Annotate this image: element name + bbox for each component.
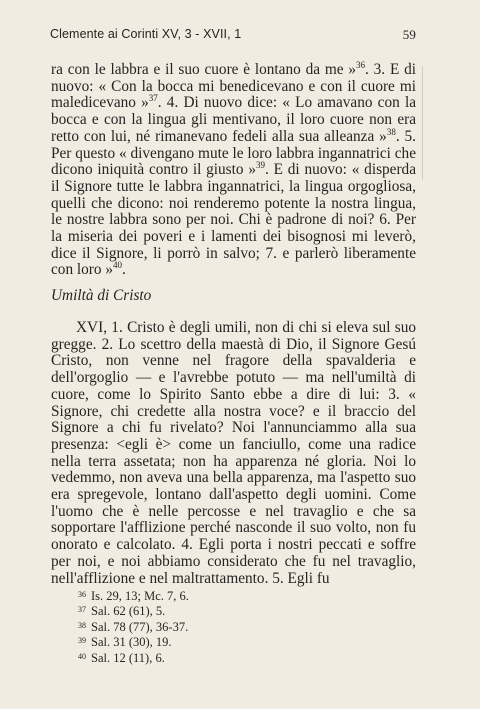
footnote-text: Sal. 12 (11), 6. <box>91 650 165 665</box>
text-segment: . <box>122 261 126 279</box>
text-segment: . 5. Per questo « divengano mute le loro labbra ingannatrici che dicono iniquità contro il giusto » <box>51 127 417 179</box>
footnote-text: Sal. 31 (30), 19. <box>91 635 172 650</box>
footnote-text: Sal. 62 (61), 5. <box>91 604 166 619</box>
footnote-number: 39 <box>78 636 86 646</box>
footnote-number: 38 <box>78 620 86 630</box>
paragraph-chapter-xvi: XVI, 1. Cristo è degli umili, non di chi si eleva sul suo gregge. 2. Lo scettro della maestà di Dio, il Signore Gesú Cristo, non venne nel fragore della spavalderia e dell'orgoglio — e l'avrebbe potuto — ma nell'umiltà di cuore, come lo Spirito Santo ebbe a dire di lui: 3. « Signore, chi credette alla nostra voce? e il braccio del Signore a chi fu rivelato? Noi l'annunciammo alla sua presenza: <egli è> come un fanciullo, come una radice nella terra assetata; non ha apparenza né gloria. Noi lo vedemmo, non aveva una bella apparenza, ma l'aspetto suo era spregevole, lontano dall'aspetto degli uomini. Come l'uomo che è nelle percosse e nel travaglio e che sa sopportare l'afflizione perché nasconde il suo volto, non fu onorato e calcolato. 4. Egli porta i nostri peccati e soffre per noi, e noi abbiamo considerato che fu nel travaglio, nell'afflizione e nel maltrattamento. 5. Egli fu <box>51 319 416 587</box>
footnote-number: 37 <box>78 605 86 615</box>
page-number: 59 <box>402 27 416 42</box>
footnote-number: 40 <box>78 651 86 661</box>
paragraph-continued <box>51 62 416 279</box>
footnote <box>78 634 189 649</box>
footnote <box>78 588 189 603</box>
footnote <box>78 650 189 665</box>
text-segment: ra con le labbra e il suo cuore è lontano da me » <box>51 61 357 78</box>
text-segment: . E di nuovo: « disperda il Signore tutte le labbra ingannatrici, la lingua orgogliosa, quelli che dicono: noi renderemo potente la nostra lingua, le nostre labbra sono per noi. Chi è padrone di noi? 6. Per la miseria dei poveri e i lamenti dei bisognosi mi leverò, dice il Signore, li porrò in salvo; 7. e parlerò liberamente con loro » <box>51 161 416 279</box>
text-segment: . 3. E di nuovo: « Con la bocca mi benedicevano e con il cuore mi maledicevano » <box>51 61 417 112</box>
section-heading: Umiltà di Cristo <box>51 287 152 304</box>
footnotes <box>78 588 189 665</box>
page-header <box>48 27 416 45</box>
footnote-number: 36 <box>78 590 86 599</box>
footnote <box>78 603 189 618</box>
footnote-text: Is. 29, 13; Mc. 7, 6. <box>91 589 189 603</box>
page-edge-shadow <box>418 66 423 180</box>
footnote-ref: 37 <box>148 93 158 104</box>
footnote-ref: 40 <box>113 260 123 271</box>
footnote-ref: 36 <box>356 60 366 70</box>
footnote-ref: 38 <box>386 126 396 137</box>
footnote <box>78 619 189 634</box>
text-segment: . 4. Di nuovo dice: « Lo amavano con la bocca e con la lingua gli mentivano, il loro cuore non era retto con lui, né rimanevano fedeli alla sua alleanza » <box>51 94 416 145</box>
running-title: Clemente ai Corinti XV, 3 - XVII, 1 <box>50 27 242 41</box>
footnote-ref: 39 <box>255 160 265 171</box>
footnote-text: Sal. 78 (77), 36-37. <box>91 619 189 634</box>
